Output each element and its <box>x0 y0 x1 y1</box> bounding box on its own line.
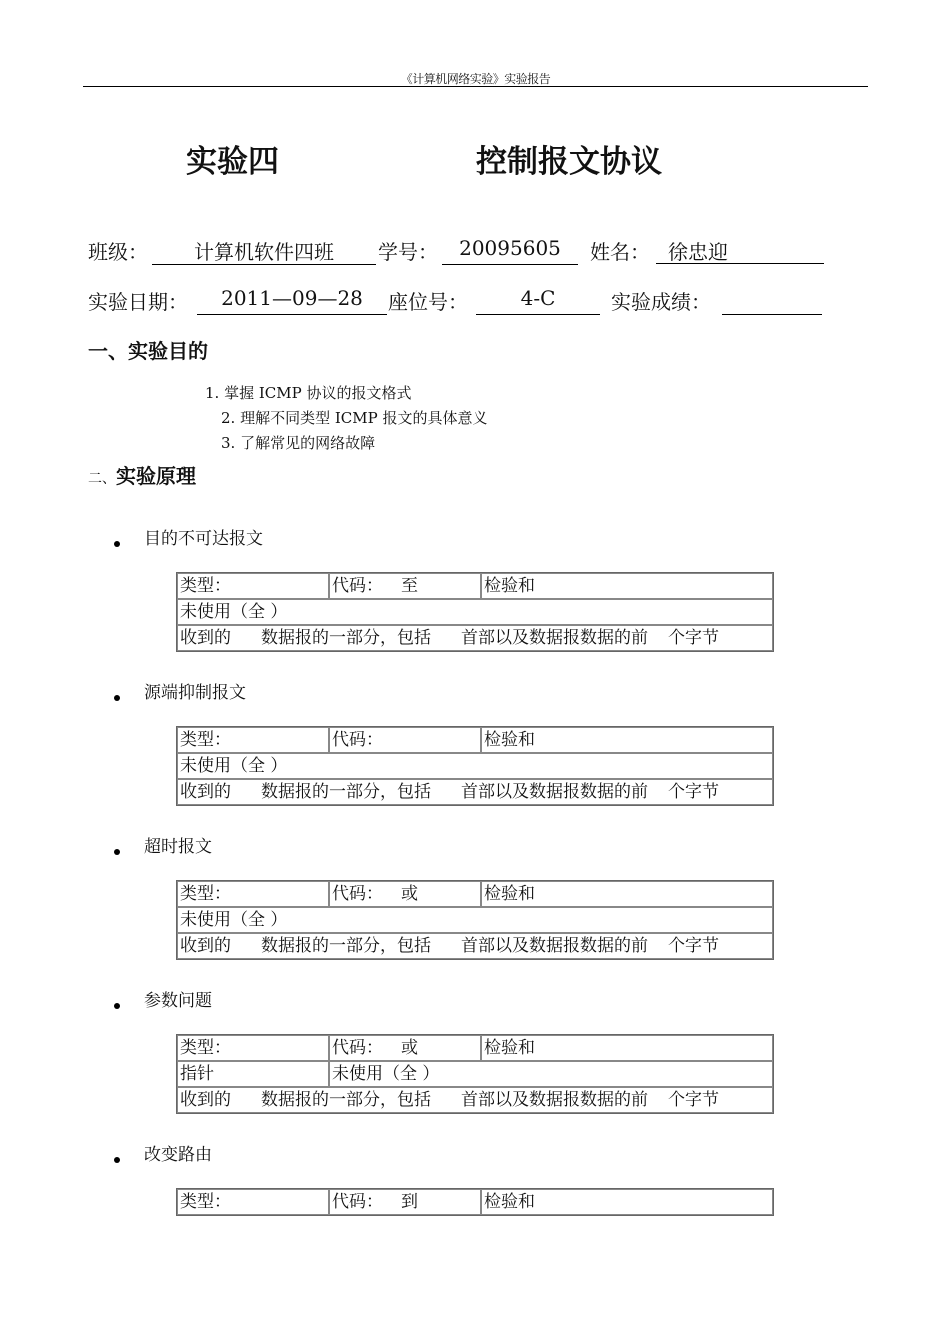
table-row <box>177 1087 773 1113</box>
type-cell: 类型： <box>177 1035 329 1061</box>
table-row <box>177 779 773 805</box>
checksum-cell: 检验和 <box>481 1189 773 1215</box>
bullet-icon <box>114 695 120 701</box>
seat-label: 座位号： <box>388 290 468 314</box>
type-cell: 类型： <box>177 727 329 753</box>
packet-format-table <box>176 880 774 960</box>
goal-item: 3. 了解常见的网络故障 <box>221 434 376 452</box>
table-row <box>177 599 773 625</box>
goal-item: 1. 掌握 ICMP 协议的报文格式 <box>205 384 412 402</box>
message-name: 超时报文 <box>144 837 212 857</box>
table-row <box>177 907 773 933</box>
message-name: 目的不可达报文 <box>144 529 263 549</box>
seat-value: 4-C <box>476 286 600 315</box>
data-cell: 收到的 数据报的一部分，包括 首部以及数据报数据的前 个字节 <box>177 933 773 959</box>
checksum-cell: 检验和 <box>481 1035 773 1061</box>
table-row <box>177 1189 773 1215</box>
class-label: 班级： <box>88 240 148 264</box>
header-rule <box>83 86 868 87</box>
code-cell: 代码： 或 <box>329 1035 481 1061</box>
goal-item: 2. 理解不同类型 ICMP 报文的具体意义 <box>221 409 488 427</box>
packet-format-table <box>176 1034 774 1114</box>
student-id-label: 学号： <box>378 240 438 264</box>
code-cell: 代码： 至 <box>329 573 481 599</box>
date-label: 实验日期： <box>88 290 188 314</box>
packet-format-table <box>176 572 774 652</box>
checksum-cell: 检验和 <box>481 573 773 599</box>
message-name: 改变路由 <box>144 1145 212 1165</box>
date-value: 2011—09—28 <box>197 286 387 315</box>
section-principle-text: 实验原理 <box>116 464 196 488</box>
table-row <box>177 753 773 779</box>
type-cell: 类型： <box>177 881 329 907</box>
packet-format-table <box>176 1188 774 1216</box>
score-value <box>722 286 822 315</box>
table-row <box>177 1061 773 1087</box>
table-row <box>177 1035 773 1061</box>
experiment-number: 实验四 <box>186 144 279 180</box>
packet-format-table <box>176 726 774 806</box>
table-row <box>177 573 773 599</box>
unused-cell: 未使用（全 ） <box>177 753 773 779</box>
data-cell: 收到的 数据报的一部分，包括 首部以及数据报数据的前 个字节 <box>177 1087 773 1113</box>
bullet-icon <box>114 1003 120 1009</box>
section-principle-title <box>88 460 196 489</box>
student-id-value: 20095605 <box>442 236 578 265</box>
table-row <box>177 727 773 753</box>
name-value: 徐忠迎 <box>656 236 824 264</box>
experiment-title: 控制报文协议 <box>476 144 662 180</box>
type-cell: 类型： <box>177 1189 329 1215</box>
message-name: 参数问题 <box>144 991 212 1011</box>
checksum-cell: 检验和 <box>481 727 773 753</box>
table-row <box>177 625 773 651</box>
message-name: 源端抑制报文 <box>144 683 246 703</box>
data-cell: 收到的 数据报的一部分，包括 首部以及数据报数据的前 个字节 <box>177 779 773 805</box>
bullet-icon <box>114 1157 120 1163</box>
data-cell: 收到的 数据报的一部分，包括 首部以及数据报数据的前 个字节 <box>177 625 773 651</box>
bullet-icon <box>114 541 120 547</box>
code-cell: 代码： 或 <box>329 881 481 907</box>
table-row <box>177 881 773 907</box>
message-heading <box>114 678 246 703</box>
table-row <box>177 933 773 959</box>
unused-cell: 未使用（全 ） <box>329 1061 773 1087</box>
code-cell: 代码： 到 <box>329 1189 481 1215</box>
checksum-cell: 检验和 <box>481 881 773 907</box>
message-heading <box>114 524 263 549</box>
message-heading <box>114 986 212 1011</box>
class-value: 计算机软件四班 <box>152 236 376 265</box>
bullet-icon <box>114 849 120 855</box>
pointer-cell: 指针 <box>177 1061 329 1087</box>
unused-cell: 未使用（全 ） <box>177 599 773 625</box>
section-goals-title: 一、实验目的 <box>88 339 208 363</box>
score-label: 实验成绩： <box>611 290 711 314</box>
type-cell: 类型： <box>177 573 329 599</box>
info-row-2 <box>0 286 950 316</box>
message-heading <box>114 1140 212 1165</box>
name-label: 姓名： <box>590 240 650 264</box>
section-principle-number: 二、 <box>88 471 116 487</box>
page-header: 《计算机网络实验》实验报告 <box>400 72 551 86</box>
message-heading <box>114 832 212 857</box>
info-row-1 <box>0 236 950 266</box>
code-cell: 代码： <box>329 727 481 753</box>
unused-cell: 未使用（全 ） <box>177 907 773 933</box>
